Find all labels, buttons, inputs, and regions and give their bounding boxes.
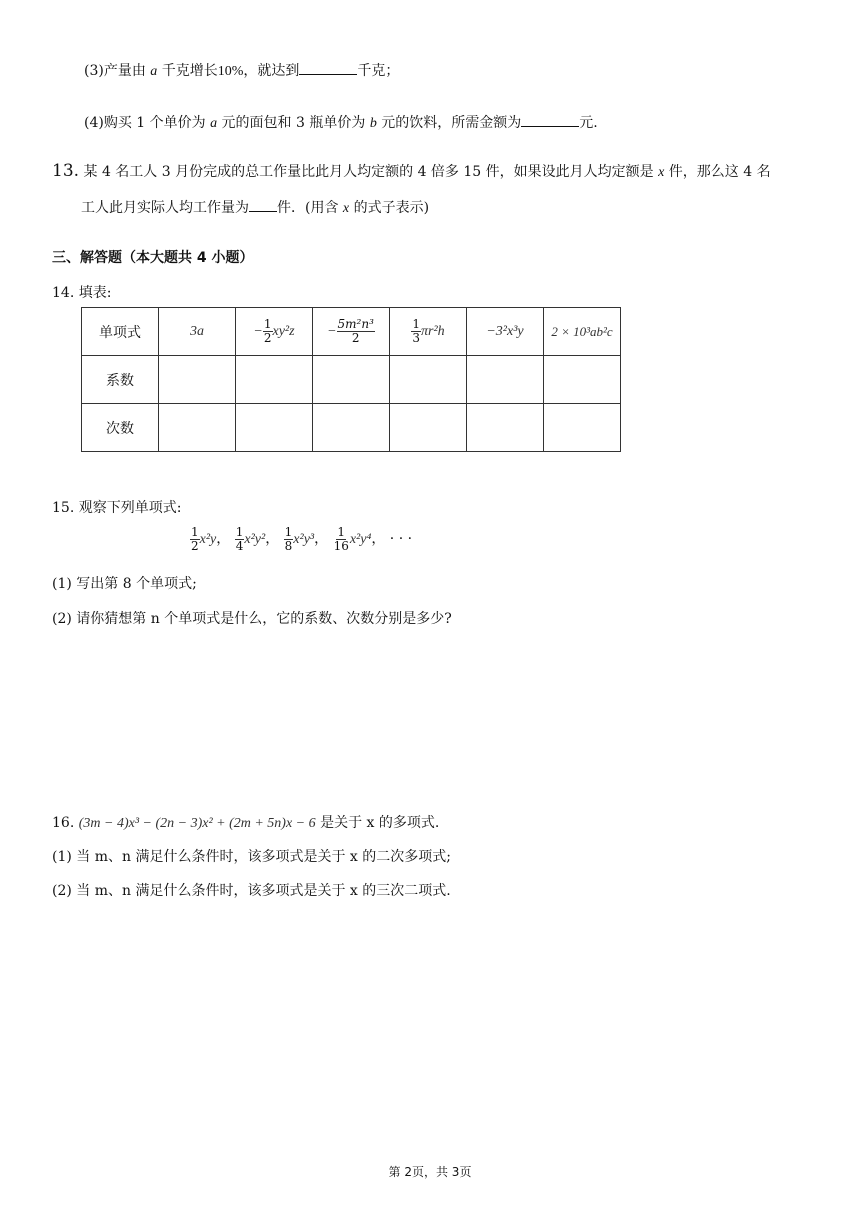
q12-p3-answer-blank[interactable] (299, 60, 357, 75)
q13-var-x2: x (342, 201, 350, 216)
q15-term3-rest: x²y³ (293, 532, 315, 548)
q15-term3-fraction (284, 526, 294, 552)
q16-expression: (3m − 4)x³ − (2n − 3)x² + (2m + 5n)x − 6 (78, 816, 316, 831)
q13-text-a: 某 4 名工人 3 月份完成的总工作量比此月人均定额的 4 倍多 15 件，如果设此月人均定额是 (83, 164, 654, 180)
cell-monomial-3 (313, 308, 390, 356)
q12-p4-mid: 元的面包和 3 瓶单价为 (221, 115, 366, 131)
section-heading: 三、解答题（本大题共 4 小题） (52, 250, 254, 266)
q13-var-x: x (658, 165, 665, 180)
q15-sep-1: ， (216, 531, 231, 548)
q14-title: 14. 填表: (52, 285, 112, 301)
monomial-6: 2 × 10³ab²c (551, 323, 613, 339)
q15-term2-fraction (235, 526, 245, 552)
coefficient-answer-1[interactable] (159, 356, 236, 404)
q15-term1-rest: x²y (199, 532, 217, 548)
monomial-2-num: 1 (263, 317, 272, 332)
q13-text-b: 件，那么这 4 名 (668, 164, 771, 180)
q12-part3 (84, 60, 399, 80)
cell-monomial-2 (236, 308, 313, 356)
q15-term4-num: 1 (337, 525, 346, 539)
q15-term3-den: 8 (284, 538, 293, 553)
coefficient-answer-4[interactable] (390, 356, 467, 404)
q12-p3-pct: 10% (217, 64, 244, 79)
monomial-3a: 3a (190, 324, 204, 339)
cell-monomial-5 (467, 308, 544, 356)
q12-p4-var-a: a (210, 116, 218, 131)
monomial-4-fraction (411, 318, 421, 344)
cell-monomial-6 (544, 308, 621, 356)
q15-sep-3: ， (314, 531, 329, 548)
coefficient-answer-5[interactable] (467, 356, 544, 404)
cell-header-label: 单项式 (82, 308, 159, 356)
q15-ellipsis: · · · (389, 531, 413, 548)
q15-sep-4: ， (371, 531, 386, 548)
coefficient-answer-2[interactable] (236, 356, 313, 404)
q16-stem (52, 812, 439, 832)
cell-coefficient-label: 系数 (82, 356, 159, 404)
cell-monomial-1 (159, 308, 236, 356)
q15-title: 15. 观察下列单项式: (52, 500, 182, 516)
monomial-3-sign: − (327, 324, 337, 340)
q15-term4-den: 16 (333, 538, 349, 553)
monomial-4-num: 1 (412, 317, 420, 332)
monomial-2-sign: − (253, 324, 263, 340)
monomial-5: −3²x³y (486, 324, 524, 339)
q13-line2 (81, 197, 429, 217)
monomial-3-den: 2 (351, 331, 360, 345)
q12-p3-mid: 千克增长 (161, 63, 218, 79)
q16-sub2: (2) 当 m、n 满足什么条件时，该多项式是关于 x 的三次二项式. (52, 883, 451, 899)
q15-term1-fraction (190, 526, 200, 552)
degree-answer-4[interactable] (390, 404, 467, 452)
monomial-4-den: 3 (412, 331, 420, 345)
q13-answer-blank[interactable] (249, 197, 277, 212)
q15-term1-den: 2 (191, 538, 199, 553)
q13-text-e: 的式子表示) (353, 200, 430, 216)
q15-term2-rest: x²y² (244, 532, 266, 548)
q14-fill-table (81, 307, 621, 452)
q13-text-d: 件．(用含 (277, 200, 339, 216)
degree-answer-6[interactable] (544, 404, 621, 452)
table-row-coefficient (82, 356, 621, 404)
table-row-monomial (82, 308, 621, 356)
q13-line1 (52, 161, 771, 181)
monomial-2-rest: xy²z (272, 324, 295, 340)
degree-answer-5[interactable] (467, 404, 544, 452)
degree-answer-1[interactable] (159, 404, 236, 452)
q12-p4-end: 元. (579, 115, 598, 131)
q15-term4-rest: x²y⁴ (349, 532, 372, 548)
q12-p3-end: 千克； (357, 63, 400, 79)
monomial-2-fraction (263, 318, 273, 344)
q13-text-c: 工人此月实际人均工作量为 (81, 200, 249, 216)
degree-answer-3[interactable] (313, 404, 390, 452)
q16-number: 16. (52, 815, 75, 831)
coefficient-answer-6[interactable] (544, 356, 621, 404)
q12-p3-after: ，就达到 (243, 63, 300, 79)
q15-sep-2: ， (265, 531, 280, 548)
q15-term2-num: 1 (235, 525, 244, 539)
q12-p4-answer-blank[interactable] (521, 112, 579, 127)
q15-term4-fraction (333, 526, 350, 552)
monomial-3-fraction (337, 318, 375, 344)
cell-degree-label: 次数 (82, 404, 159, 452)
q15-sub2: (2) 请你猜想第 n 个单项式是什么，它的系数、次数分别是多少? (52, 611, 452, 627)
coefficient-answer-3[interactable] (313, 356, 390, 404)
q12-p3-prefix: (3)产量由 (84, 63, 146, 79)
cell-monomial-4 (390, 308, 467, 356)
monomial-3-num: 5m²n³ (337, 317, 374, 332)
q15-term1-num: 1 (191, 525, 199, 539)
degree-answer-2[interactable] (236, 404, 313, 452)
table-row-degree (82, 404, 621, 452)
q15-sequence (190, 526, 412, 552)
q15-term2-den: 4 (235, 538, 244, 553)
q12-p4-prefix: (4)购买 1 个单价为 (84, 115, 206, 131)
page-footer: 第 2页，共 3页 (388, 1165, 472, 1179)
q16-sub1: (1) 当 m、n 满足什么条件时，该多项式是关于 x 的二次多项式; (52, 849, 451, 865)
q15-term3-num: 1 (284, 525, 293, 539)
monomial-2-den: 2 (263, 331, 272, 345)
q12-p3-var: a (150, 64, 158, 79)
q16-suffix: 是关于 x 的多项式. (320, 815, 440, 831)
monomial-4-rest: πr²h (420, 324, 445, 340)
q15-sub1: (1) 写出第 8 个单项式; (52, 576, 197, 592)
q13-number: 13. (52, 161, 80, 181)
q12-part4 (84, 112, 598, 132)
q12-p4-var-b: b (369, 116, 377, 131)
q12-p4-after: 元的饮料，所需金额为 (381, 115, 522, 131)
